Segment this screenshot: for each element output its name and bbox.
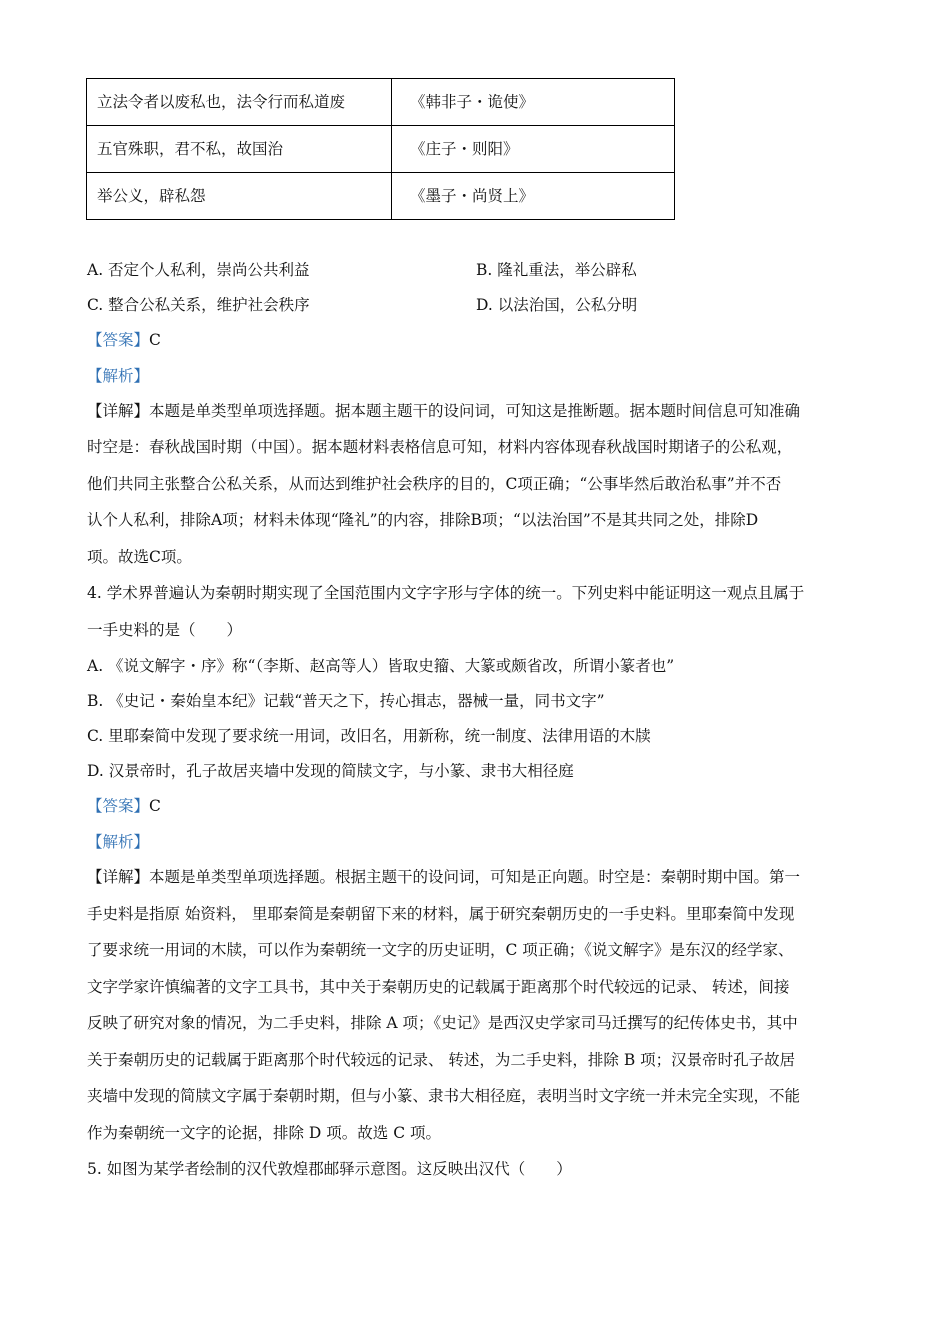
q4-option-a: A. 《说文解字・序》称“（李斯、赵高等人）皆取史籀、大篆或颇省改，所谓小篆者也” — [87, 657, 675, 675]
q3-option-d: D. 以法治国，公私分明 — [476, 296, 638, 314]
answer-value: C — [149, 797, 161, 815]
q4-detail-line-2: 手史料是指原 始资料， 里耶秦简是秦朝留下来的材料，属于研究秦朝历史的一手史料。里耶秦简中发现 — [87, 905, 795, 923]
table-row — [87, 126, 675, 173]
q4-detail-line-8: 作为秦朝统一文字的论据，排除 D 项。故选 C 项。 — [87, 1124, 441, 1142]
q4-stem-line-2: 一手史料的是（ ） — [87, 621, 243, 639]
q4-answer — [87, 795, 161, 817]
q4-option-b: B. 《史记・秦始皇本纪》记载“普天之下，抟心揖志，器械一量，同书文字” — [87, 692, 605, 710]
source-quote-table — [86, 78, 675, 220]
q4-detail-line-1: 【详解】本题是单类型单项选择题。根据主题干的设问词，可知是正向题。时空是：秦朝时期中国。第一 — [87, 868, 801, 886]
q3-analysis-tag: 【解析】 — [87, 367, 150, 385]
q4-detail-line-4: 文字学家许慎编著的文字工具书，其中关于秦朝历史的记载属于距离那个时代较远的记录、 转述，间接 — [87, 978, 790, 996]
q3-detail-line-1: 【详解】本题是单类型单项选择题。据本题主题干的设问词，可知这是推断题。据本题时间信息可知准确 — [87, 402, 801, 420]
q3-option-a: A. 否定个人私利，崇尚公共利益 — [87, 261, 310, 279]
q3-detail-line-3: 他们共同主张整合公私关系，从而达到维护社会秩序的目的，C项正确；“公事毕然后敢治私事”并不否 — [87, 475, 782, 493]
table-row — [87, 79, 675, 126]
quote-cell: 五官殊职，君不私，故国治 — [87, 126, 392, 173]
answer-value: C — [149, 331, 161, 349]
q4-option-d: D. 汉景帝时，孔子故居夹墙中发现的简牍文字，与小篆、隶书大相径庭 — [87, 762, 574, 780]
q4-detail-line-6: 关于秦朝历史的记载属于距离那个时代较远的记录、 转述，为二手史料，排除 B 项；汉景帝时孔子故居 — [87, 1051, 796, 1069]
q4-detail-line-5: 反映了研究对象的情况，为二手史料，排除 A 项；《史记》是西汉史学家司马迁撰写的纪传体史书，其中 — [87, 1014, 798, 1032]
q3-detail-line-5: 项。故选C项。 — [87, 548, 192, 566]
q5-stem: 5. 如图为某学者绘制的汉代敦煌郡邮驿示意图。这反映出汉代（ ） — [87, 1160, 572, 1178]
detail-tag: 【详解】 — [87, 868, 150, 886]
q3-answer — [87, 329, 161, 351]
q3-option-b: B. 隆礼重法，举公辟私 — [476, 261, 637, 279]
source-cell: 《韩非子・诡使》 — [392, 79, 675, 126]
quote-cell: 举公义，辟私怨 — [87, 173, 392, 220]
answer-tag: 【答案】 — [87, 331, 150, 349]
q4-detail-line-3: 了要求统一用词的木牍，可以作为秦朝统一文字的历史证明，C 项正确；《说文解字》是东汉的经学家、 — [87, 941, 794, 959]
q4-detail-line-7: 夹墙中发现的简牍文字属于秦朝时期，但与小篆、隶书大相径庭，表明当时文字统一并未完全实现，不能 — [87, 1087, 801, 1105]
q4-option-c: C. 里耶秦简中发现了要求统一用词，改旧名，用新称，统一制度、法律用语的木牍 — [87, 727, 651, 745]
table-row — [87, 173, 675, 220]
quote-cell: 立法令者以废私也，法令行而私道废 — [87, 79, 392, 126]
answer-tag: 【答案】 — [87, 797, 150, 815]
q3-option-c: C. 整合公私关系，维护社会秩序 — [87, 296, 310, 314]
q4-stem-line-1: 4. 学术界普遍认为秦朝时期实现了全国范围内文字字形与字体的统一。下列史料中能证明这一观点且属于 — [87, 584, 805, 602]
source-cell: 《墨子・尚贤上》 — [392, 173, 675, 220]
source-cell: 《庄子・则阳》 — [392, 126, 675, 173]
detail-tag: 【详解】 — [87, 402, 150, 420]
q3-detail-line-2: 时空是：春秋战国时期（中国）。据本题材料表格信息可知，材料内容体现春秋战国时期诸子的公私观， — [87, 438, 793, 456]
q3-detail-line-4: 认个人私利，排除A项；材料未体现“隆礼”的内容，排除B项；“以法治国”不是其共同之处，排除D — [87, 511, 759, 529]
q4-analysis-tag: 【解析】 — [87, 833, 150, 851]
